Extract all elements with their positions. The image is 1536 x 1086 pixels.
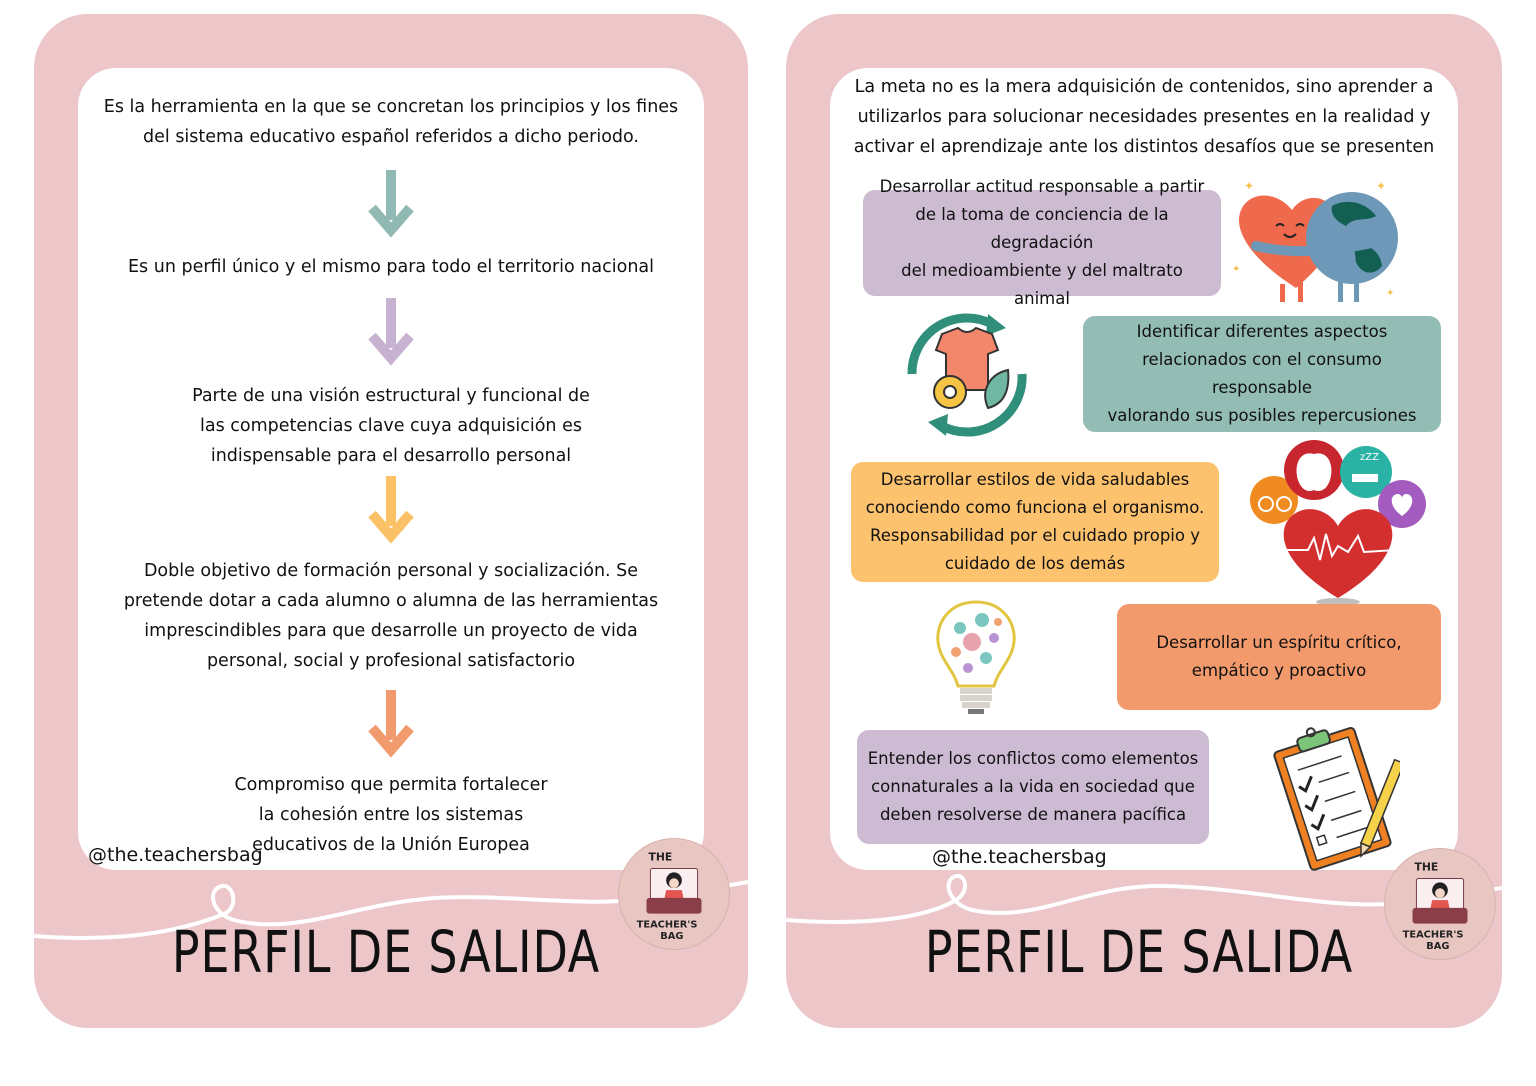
box-line: del medioambiente y del maltrato animal: [901, 261, 1183, 308]
box-line: cuidado de los demás: [944, 554, 1126, 573]
intro-line-1: La meta no es la mera adquisición de contenidos, sino aprender a: [854, 77, 1434, 97]
teachers-bag-logo: [1384, 848, 1496, 960]
objective-box-conflicts: [857, 730, 1209, 844]
objective-box-environment: [863, 177, 1221, 308]
page-title: PERFIL DE SALIDA: [924, 918, 1354, 986]
flow-step-3: [78, 381, 704, 471]
flow-step-4-line-4: personal, social y profesional satisfactorio: [206, 651, 576, 671]
svg-text:zZZ: zZZ: [1360, 452, 1379, 463]
svg-text:✦: ✦: [1386, 288, 1395, 299]
flow-step-5-line-1: Compromiso que permita fortalecer: [234, 775, 548, 795]
box-line: Desarrollar estilos de vida saludables: [880, 470, 1190, 489]
svg-text:✦: ✦: [1376, 179, 1387, 193]
arrow-down-icon: [368, 298, 414, 366]
box-line: Entender los conflictos como elementos: [867, 749, 1199, 768]
box-line: Desarrollar un espíritu crítico,: [1156, 633, 1402, 652]
social-handle: @the.teachersbag: [88, 844, 263, 866]
flow-step-1: [78, 92, 704, 152]
logo-text-bottom: TEACHER'S: [636, 919, 698, 931]
left-content-panel: [78, 68, 704, 870]
intro-line-3: activar el aprendizaje ante los distintos desafíos que se presenten: [853, 137, 1435, 157]
flow-step-3-line-1: Parte de una visión estructural y funcional de: [192, 386, 590, 406]
logo-text-top: THE: [648, 850, 673, 864]
box-line: conociendo como funciona el organismo.: [865, 498, 1205, 517]
flow-step-4-line-3: imprescindibles para que desarrolle un proyecto de vida: [144, 621, 638, 641]
objective-box-critical-spirit: [1117, 604, 1441, 710]
intro-text: [830, 72, 1458, 162]
box-line: deben resolverse de manera pacífica: [879, 805, 1187, 824]
arrow-down-icon: [368, 690, 414, 758]
flow-step-2-line-1: Es un perfil único y el mismo para todo el territorio nacional: [128, 257, 654, 277]
clipboard-checklist-icon: [1270, 722, 1400, 872]
logo-text-bottom-2: BAG: [1426, 941, 1450, 953]
box-line: connaturales a la vida en sociedad que: [871, 777, 1195, 796]
box-line: Desarrollar actitud responsable a partir: [879, 177, 1205, 196]
box-line: empático y proactivo: [1191, 661, 1367, 680]
flow-step-3-line-3: indispensable para el desarrollo personal: [210, 446, 572, 466]
arrow-down-icon: [368, 170, 414, 238]
flow-step-4-line-2: pretende dotar a cada alumno o alumna de las herramientas: [123, 591, 659, 611]
flow-step-3-line-2: las competencias clave cuya adquisición es: [200, 416, 582, 436]
box-line: Responsabilidad por el cuidado propio y: [870, 526, 1200, 545]
box-line: de la toma de conciencia de la degradación: [915, 205, 1169, 252]
lightbulb-gears-icon: [930, 598, 1022, 718]
recycle-shirt-gear-leaf-icon: [892, 304, 1042, 444]
flow-step-1-line-2: del sistema educativo español referidos a dicho periodo.: [143, 127, 639, 147]
social-handle: @the.teachersbag: [932, 846, 1107, 868]
left-page-card: [34, 14, 748, 1028]
arrow-down-icon: [368, 476, 414, 544]
page-title: PERFIL DE SALIDA: [171, 918, 601, 986]
right-content-panel: [830, 68, 1458, 870]
intro-line-2: utilizarlos para solucionar necesidades presentes en la realidad y: [857, 107, 1431, 127]
flow-step-2: [78, 252, 704, 282]
flow-step-5-line-3: educativos de la Unión Europea: [252, 835, 530, 855]
objective-box-consumption: [1083, 316, 1441, 432]
teachers-bag-logo: [618, 838, 730, 950]
healthy-lifestyle-heart-icon: [1248, 438, 1428, 606]
flow-step-5-line-2: la cohesión entre los sistemas: [258, 805, 524, 825]
heart-hugging-earth-icon: [1226, 176, 1406, 306]
svg-text:✦: ✦: [1244, 179, 1255, 193]
flow-step-1-line-1: Es la herramienta en la que se concretan los principios y los fines: [103, 97, 679, 117]
box-line: valorando sus posibles repercusiones: [1107, 406, 1417, 425]
logo-text-bottom-2: BAG: [660, 931, 684, 943]
flow-step-4: [78, 556, 704, 676]
svg-text:✦: ✦: [1232, 264, 1241, 275]
right-page-card: [786, 14, 1502, 1028]
flow-step-4-line-1: Doble objetivo de formación personal y socialización. Se: [143, 561, 639, 581]
logo-text-top: THE: [1414, 860, 1439, 874]
box-line: Identificar diferentes aspectos: [1136, 322, 1388, 341]
logo-text-bottom: TEACHER'S: [1402, 929, 1464, 941]
objective-box-healthy-life: [851, 462, 1219, 582]
box-line: relacionados con el consumo responsable: [1142, 350, 1382, 397]
